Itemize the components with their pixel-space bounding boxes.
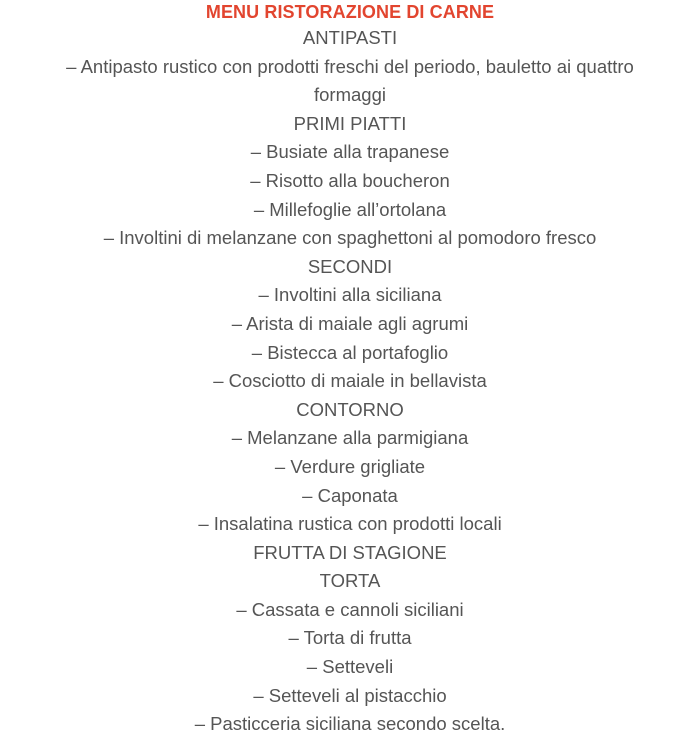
- menu-item: – Verdure grigliate: [274, 455, 426, 477]
- section-heading-contorno: CONTORNO: [296, 398, 404, 420]
- menu-item: – Millefoglie all’ortolana: [253, 198, 447, 220]
- menu-item: – Involtini di melanzane con spaghettoni al pomodoro fresco: [103, 227, 597, 249]
- menu-item: – Caponata: [302, 484, 398, 506]
- menu-item: – Risotto alla boucheron: [250, 169, 450, 191]
- menu-item: – Cosciotto di maiale in bellavista: [213, 370, 487, 392]
- section-heading-antipasti: ANTIPASTI: [302, 27, 398, 48]
- section-heading-secondi: SECONDI: [307, 255, 393, 277]
- menu-item: – Arista di maiale agli agrumi: [231, 312, 469, 334]
- menu-item: – Busiate alla trapanese: [250, 141, 450, 163]
- section-heading-frutta-di-stagione: FRUTTA DI STAGIONE: [253, 541, 447, 563]
- menu-item: – Bistecca al portafoglio: [251, 341, 449, 363]
- menu-title: MENU RISTORAZIONE DI CARNE: [205, 2, 495, 22]
- menu-item: – Cassata e cannoli siciliani: [236, 598, 464, 620]
- menu-item: – Setteveli: [306, 656, 394, 678]
- menu-item: – Pasticceria siciliana secondo scelta.: [194, 713, 506, 735]
- menu-item: – Insalatina rustica con prodotti locali: [198, 513, 502, 535]
- menu-item: – Antipasto rustico con prodotti freschi del periodo, bauletto ai quattro formaggi: [66, 55, 634, 106]
- menu-item: – Melanzane alla parmigiana: [231, 427, 469, 449]
- menu-item: – Involtini alla siciliana: [258, 284, 442, 306]
- section-heading-torta: TORTA: [319, 570, 381, 592]
- section-heading-primi-piatti: PRIMI PIATTI: [293, 112, 407, 134]
- menu-item: – Setteveli al pistacchio: [253, 684, 447, 706]
- menu-item: – Torta di frutta: [288, 627, 412, 649]
